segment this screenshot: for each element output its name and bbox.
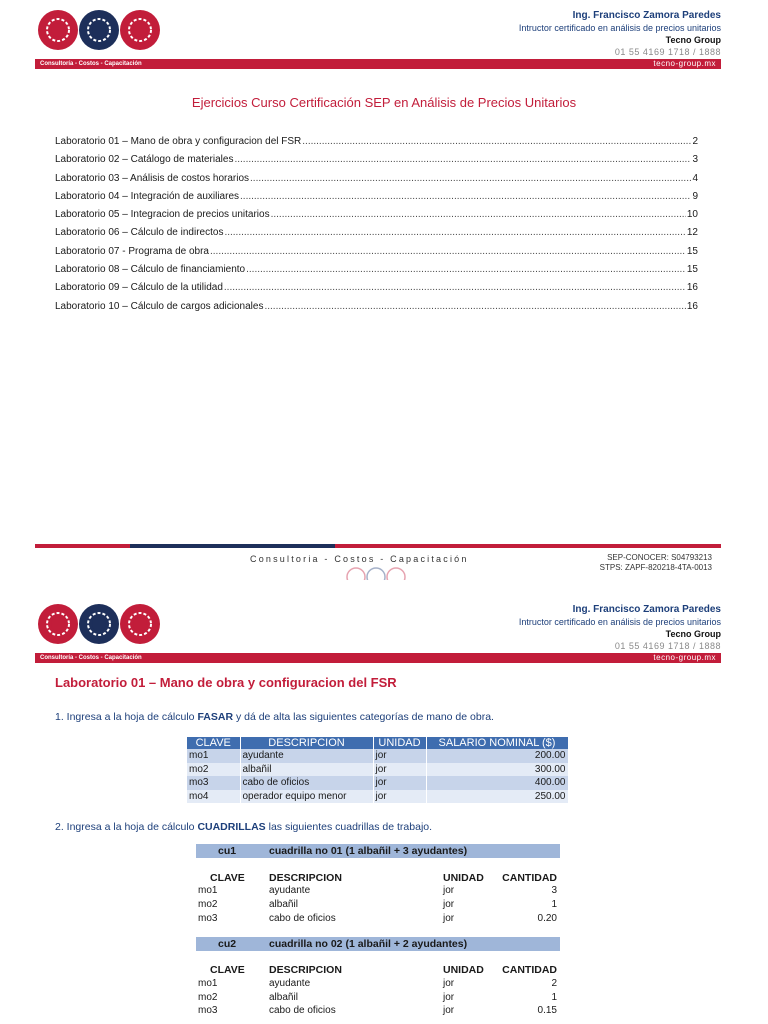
footer-line-navy <box>130 544 335 548</box>
header-tagline: Consultoría - Costos - Capacitación <box>40 655 142 661</box>
footer-line-red-right <box>335 544 721 548</box>
toc-entry-3[interactable]: Laboratorio 03 – Análisis de costos horarios ..... 4 <box>55 173 698 191</box>
table-row: mo2 albañil jor 1 <box>198 899 557 910</box>
table-row: mo1 ayudante jor 200.00 <box>187 749 568 763</box>
column-header: CLAVE <box>187 737 240 749</box>
column-header: UNIDAD <box>373 737 426 749</box>
column-header: SALARIO NOMINAL ($) <box>426 737 568 749</box>
website-link[interactable]: tecno-group.mx <box>653 59 716 68</box>
crew-code: cu1 <box>218 845 237 857</box>
footer-line-red <box>35 544 130 548</box>
sheet-name-fasar: FASAR <box>197 711 234 723</box>
crew-2-header <box>196 937 560 951</box>
footer-tagline: Consultoria - Costos - Capacitación <box>250 554 469 564</box>
table-row: mo2 albañil jor 1 <box>198 992 557 1003</box>
table-row: mo2 albañil jor 300.00 <box>187 763 568 777</box>
table-row: mo3 cabo de oficios jor 0.15 <box>198 1005 557 1016</box>
toc-entry-1[interactable]: Laboratorio 01 – Mano de obra y configuracion del FSR ..... 2 <box>55 136 698 154</box>
toc-entry-2[interactable]: Laboratorio 02 – Catálogo de materiales ..... 3 <box>55 154 698 172</box>
toc-entry-9[interactable]: Laboratorio 09 – Cálculo de la utilidad ..... 16 <box>55 282 698 300</box>
toc-entry-5[interactable]: Laboratorio 05 – Integracion de precios unitarios ..... 10 <box>55 209 698 227</box>
header-tagline: Consultoría - Costos - Capacitación <box>40 61 142 67</box>
crew-name: cuadrilla no 01 (1 albañil + 3 ayudantes) <box>269 845 468 857</box>
cert-stps: STPS: ZAPF-820218-4TA-0013 <box>599 563 712 572</box>
column-header: DESCRIPCION <box>240 737 373 749</box>
table-header-row <box>187 737 568 749</box>
sheet-name-cuadrillas: CUADRILLAS <box>197 821 266 833</box>
document-title: Ejercicios Curso Certificación SEP en Análisis de Precios Unitarios <box>191 95 577 110</box>
table-row: mo3 cabo de oficios jor 0.20 <box>198 913 557 924</box>
labor-table <box>187 737 569 803</box>
page-2-header <box>35 594 721 669</box>
header-bar <box>35 653 721 663</box>
footer-certifications <box>600 553 712 573</box>
instructor-subtitle: Intructor certificado en análisis de precios unitarios <box>518 23 721 33</box>
table-row: mo1 ayudante jor 3 <box>198 885 557 896</box>
header-contact <box>519 604 721 652</box>
crew-1-column-headers: CLAVE DESCRIPCION UNIDAD CANTIDAD <box>210 872 557 884</box>
crew-name: cuadrilla no 02 (1 albañil + 2 ayudantes) <box>269 938 468 950</box>
section-title: Laboratorio 01 – Mano de obra y configuracion del FSR <box>55 675 397 690</box>
step-1-instruction: 1. Ingresa a la hoja de cálculo FASAR y dá de alta las siguientes categorías de mano de obra. <box>55 711 494 723</box>
phone-number: 01 55 4169 1718 / 1888 <box>614 641 721 651</box>
website-link[interactable]: tecno-group.mx <box>653 653 716 662</box>
toc-entry-6[interactable]: Laboratorio 06 – Cálculo de indirectos ..... 12 <box>55 227 698 245</box>
crew-code: cu2 <box>218 938 237 950</box>
instructor-name: Ing. Francisco Zamora Paredes <box>572 604 721 615</box>
table-of-contents <box>55 136 698 319</box>
page-header <box>35 0 721 75</box>
company-logo-icon <box>38 8 160 53</box>
company-logo-icon <box>38 602 160 647</box>
step-2-instruction: 2. Ingresa a la hoja de cálculo CUADRILLAS las siguientes cuadrillas de trabajo. <box>55 821 433 833</box>
company-name: Tecno Group <box>665 35 721 45</box>
company-name: Tecno Group <box>665 629 721 639</box>
toc-entry-7[interactable]: Laboratorio 07 - Programa de obra ..... 15 <box>55 246 698 264</box>
header-contact <box>519 10 721 58</box>
crew-1-header <box>196 844 560 858</box>
toc-entry-4[interactable]: Laboratorio 04 – Integración de auxiliares ..... 9 <box>55 191 698 209</box>
crew-2-column-headers: CLAVE DESCRIPCION UNIDAD CANTIDAD <box>210 964 557 976</box>
cert-sep: SEP-CONOCER: S04793213 <box>607 553 712 562</box>
table-row: mo4 operador equipo menor jor 250.00 <box>187 790 568 804</box>
table-row: mo1 ayudante jor 2 <box>198 978 557 989</box>
instructor-name: Ing. Francisco Zamora Paredes <box>572 10 721 21</box>
header-bar <box>35 59 721 69</box>
toc-entry-10[interactable]: Laboratorio 10 – Cálculo de cargos adicionales ..... 16 <box>55 301 698 319</box>
toc-entry-8[interactable]: Laboratorio 08 – Cálculo de financiamiento ..... 15 <box>55 264 698 282</box>
table-row: mo3 cabo de oficios jor 400.00 <box>187 776 568 790</box>
phone-number: 01 55 4169 1718 / 1888 <box>614 47 721 57</box>
instructor-subtitle: Intructor certificado en análisis de precios unitarios <box>518 617 721 627</box>
